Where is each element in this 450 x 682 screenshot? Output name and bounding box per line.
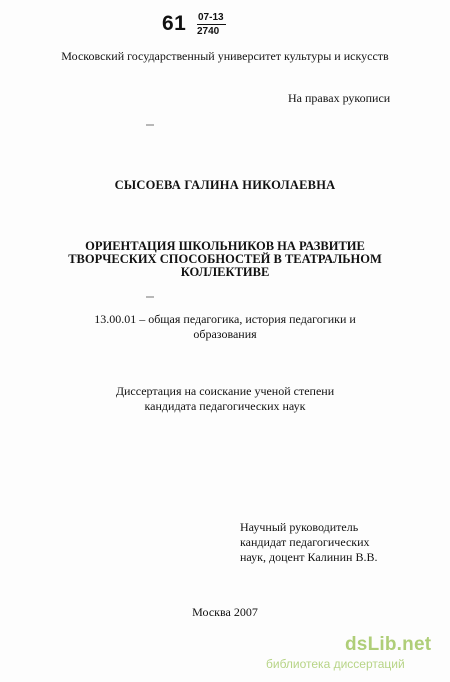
scan-speck [146, 296, 154, 298]
supervisor-line: Научный руководитель [240, 520, 359, 534]
supervisor-line: наук, доцент Калинин В.В. [240, 550, 378, 564]
dissertation-title [0, 240, 450, 279]
catalog-stamp-bottom: 2740 [197, 26, 220, 37]
specialty-code [0, 312, 450, 342]
scan-speck [146, 124, 154, 126]
catalog-stamp-number: 61 [162, 12, 187, 35]
title-line: КОЛЛЕКТИВЕ [180, 265, 270, 279]
title-line: ОРИЕНТАЦИЯ ШКОЛЬНИКОВ НА РАЗВИТИЕ [85, 239, 365, 253]
degree-line: кандидата педагогических наук [144, 399, 306, 413]
city-year: Москва 2007 [192, 605, 258, 619]
title-line: ТВОРЧЕСКИХ СПОСОБНОСТЕЙ В ТЕАТРАЛЬНОМ [68, 252, 382, 266]
watermark-subtitle: библиотека диссертаций [266, 657, 405, 671]
catalog-stamp-top: 07-13 [198, 12, 224, 23]
supervisor-block [240, 520, 377, 565]
degree-statement [0, 384, 450, 414]
manuscript-note: На правах рукописи [288, 91, 391, 105]
specialty-line: 13.00.01 – общая педагогика, история педагогики и [94, 312, 356, 326]
specialty-line: образования [193, 327, 257, 341]
university-name: Московский государственный университет культуры и искусств [61, 49, 389, 63]
watermark-logo: dsLib.net [345, 634, 432, 655]
degree-line: Диссертация на соискание ученой степени [115, 384, 335, 398]
author-name: СЫСОЕВА ГАЛИНА НИКОЛАЕВНА [114, 178, 336, 192]
supervisor-line: кандидат педагогических [240, 535, 370, 549]
